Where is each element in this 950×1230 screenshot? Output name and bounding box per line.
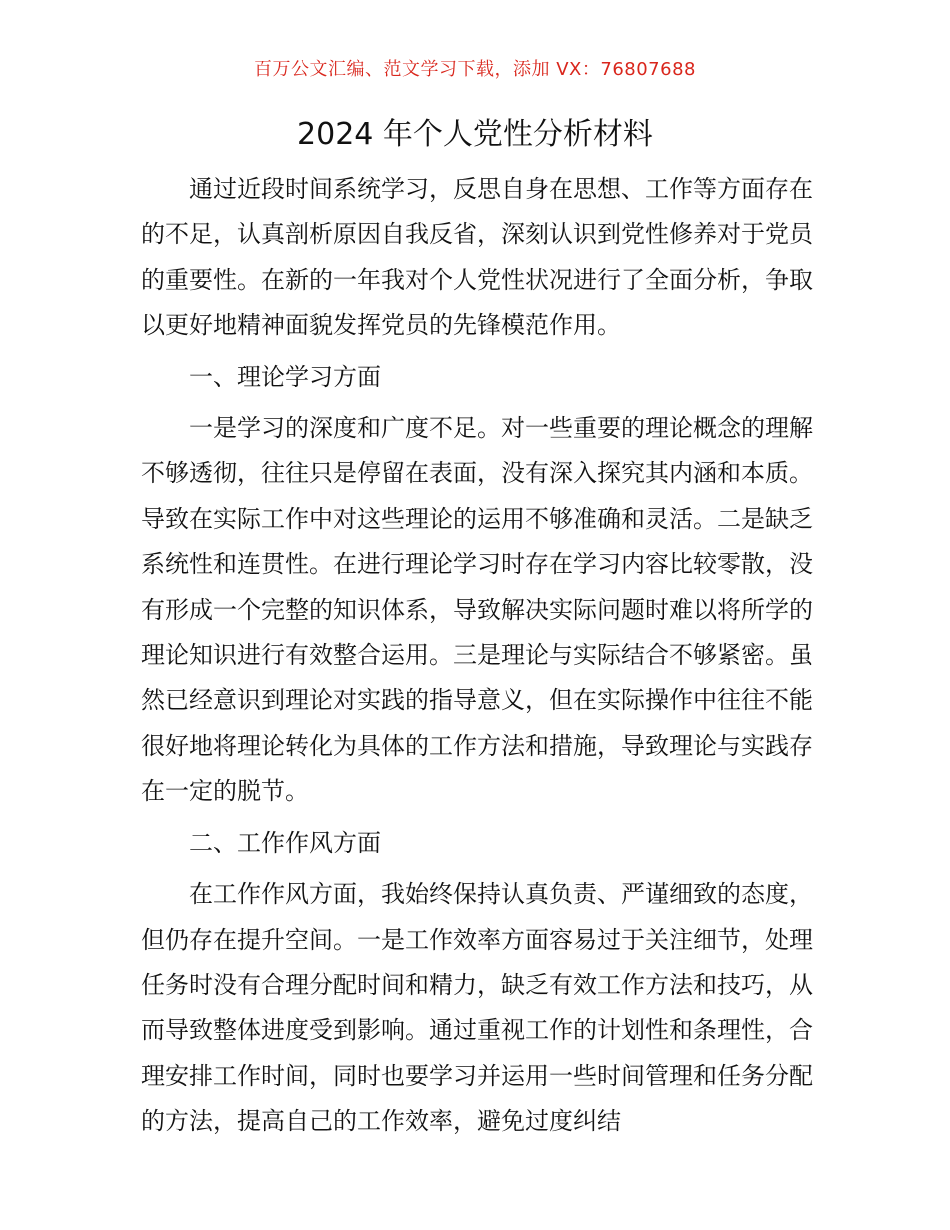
section-heading-theory: 一、理论学习方面 xyxy=(189,362,381,391)
intro-paragraph: 通过近段时间系统学习，反思自身在思想、工作等方面存在的不足，认真剖析原因自我反省，深刻认识到党性修养对于党员的重要性。在新的一年我对个人党性状况进行了全面分析，争取以更好地精神面貌发挥党员的先锋模范作用。 xyxy=(141,175,813,340)
style-paragraph: 在工作作风方面，我始终保持认真负责、严谨细致的态度，但仍存在提升空间。一是工作效率方面容易过于关注细节，处理任务时没有合理分配时间和精力，缺乏有效工作方法和技巧，从而导致整体进度受到影响。通过重视工作的计划性和条理性，合理安排工作时间，同时也要学习并运用一些时间管理和任务分配的方法，提高自己的工作效率，避免过度纠结 xyxy=(141,880,813,1136)
section-heading-style: 二、工作作风方面 xyxy=(189,828,381,857)
theory-paragraph: 一是学习的深度和广度不足。对一些重要的理论概念的理解不够透彻，往往只是停留在表面，没有深入探究其内涵和本质。导致在实际工作中对这些理论的运用不够准确和灵活。二是缺乏系统性和连贯性。在进行理论学习时存在学习内容比较零散，没有形成一个完整的知识体系，导致解决实际问题时难以将所学的理论知识进行有效整合运用。三是理论与实际结合不够紧密。虽然已经意识到理论对实践的指导意义，但在实际操作中往往不能很好地将理论转化为具体的工作方法和措施，导致理论与实践存在一定的脱节。 xyxy=(141,414,813,806)
document-title: 2024 年个人党性分析材料 xyxy=(297,117,653,152)
watermark-header: 百万公文汇编、范文学习下载，添加 VX：76807688 xyxy=(254,59,696,80)
document-body xyxy=(141,167,813,1151)
